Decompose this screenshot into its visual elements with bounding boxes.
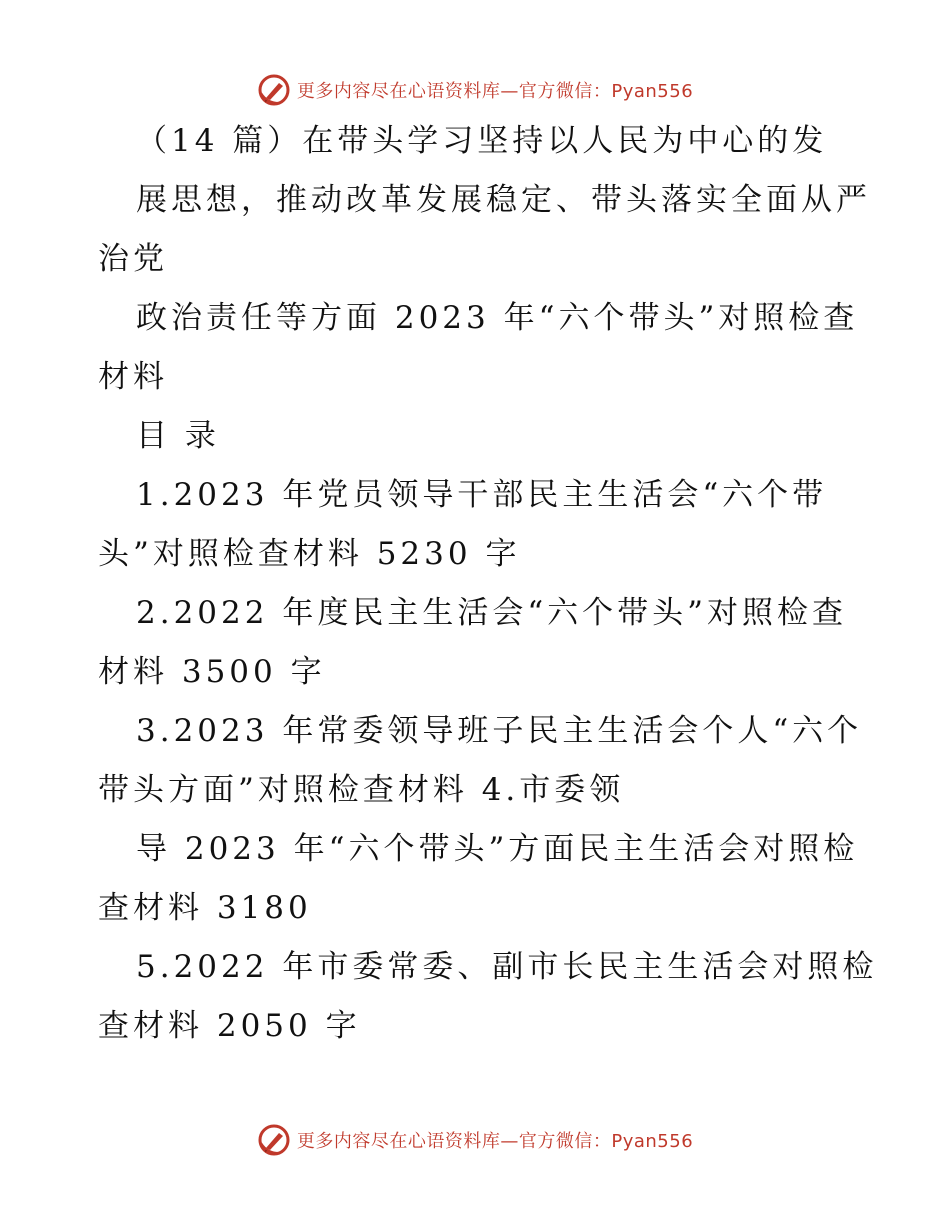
footer-banner-inner	[257, 1123, 693, 1157]
toc-item-3-line-2: 带头方面”对照检查材料 4.市委领	[98, 772, 625, 808]
title-line-1: （14 篇）在带头学习坚持以人民为中心的发	[136, 123, 828, 159]
title-line-4: 政治责任等方面 2023 年“六个带头”对照检查	[136, 300, 859, 336]
toc-item-2-line-1: 2.2022 年度民主生活会“六个带头”对照检查	[136, 595, 848, 631]
title-line-3: 治党	[98, 241, 168, 277]
header-banner-inner	[257, 73, 693, 107]
toc-item-2-line-2: 材料 3500 字	[98, 654, 326, 690]
toc-item-5-line-2: 查材料 2050 字	[98, 1008, 361, 1044]
toc-item-5-line-1: 5.2022 年市委常委、副市长民主生活会对照检	[136, 949, 878, 985]
title-line-2: 展思想，推动改革发展稳定、带头落实全面从严	[136, 182, 871, 218]
pen-circle-logo-icon	[257, 1123, 291, 1157]
header-banner	[0, 70, 950, 110]
pen-circle-logo-icon	[257, 73, 291, 107]
toc-item-4-line-1: 导 2023 年“六个带头”方面民主生活会对照检	[136, 831, 859, 867]
footer-banner-text: 更多内容尽在心语资料库—官方微信：Pyan556	[296, 1131, 694, 1152]
toc-item-4-line-2: 查材料 3180	[98, 890, 312, 926]
toc-item-3-line-1: 3.2023 年常委领导班子民主生活会个人“六个	[136, 713, 863, 749]
title-line-5: 材料	[98, 359, 168, 395]
toc-heading: 目 录	[136, 418, 220, 454]
header-banner-text: 更多内容尽在心语资料库—官方微信：Pyan556	[296, 81, 694, 102]
document-body	[98, 112, 878, 1056]
toc-item-1-line-1: 1.2023 年党员领导干部民主生活会“六个带	[136, 477, 828, 513]
footer-banner	[0, 1120, 950, 1160]
toc-item-1-line-2: 头”对照检查材料 5230 字	[98, 536, 521, 572]
